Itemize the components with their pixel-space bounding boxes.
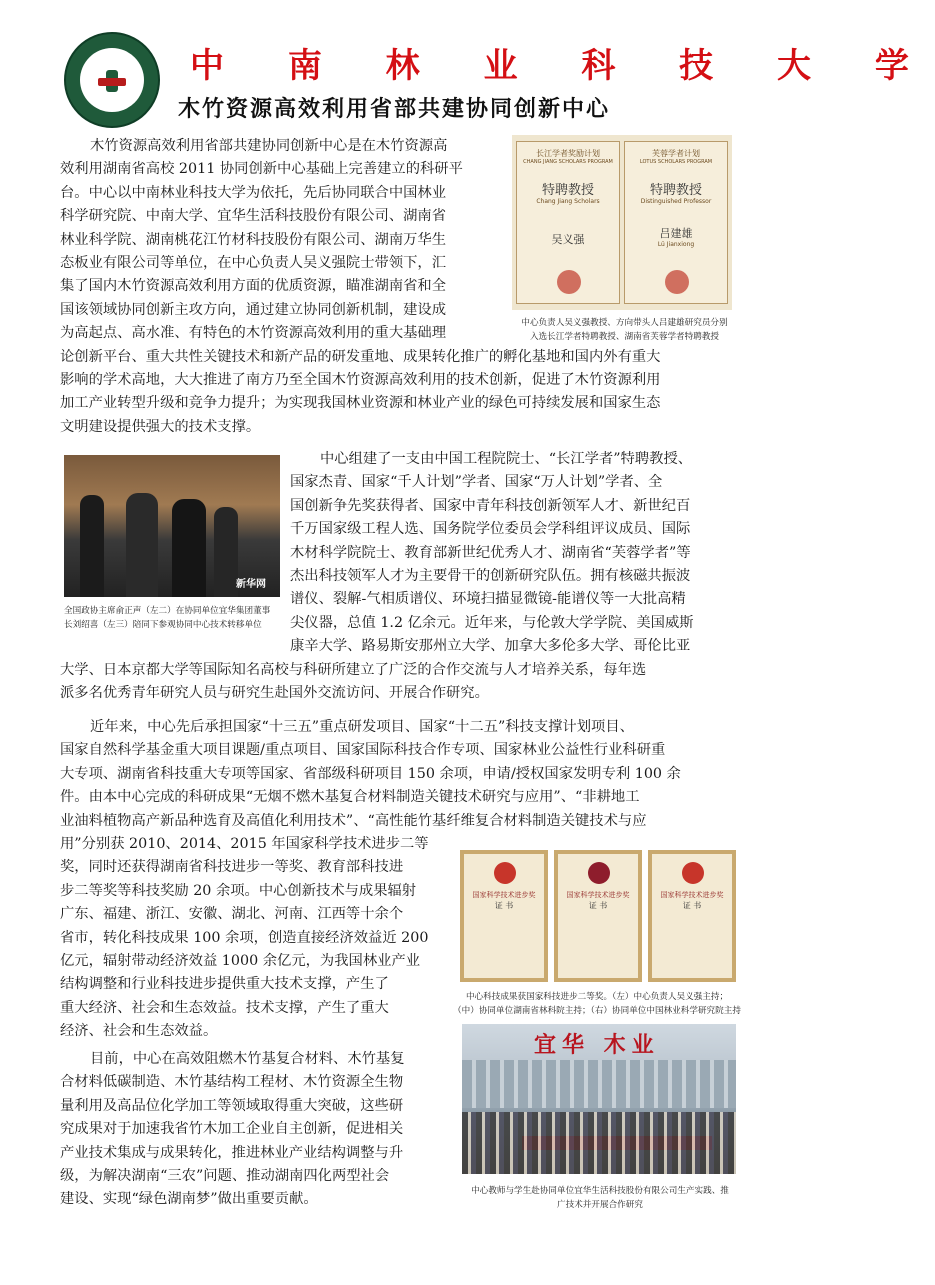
caption-line: 中心科技成果获国家科技进步二等奖。（左）中心负责人吴义强主持；: [465, 992, 729, 1002]
text-line: 杰出科技领军人才为主要骨干的创新研究队伍。拥有核磁共振波: [290, 568, 691, 585]
cert-name: 吕建雄: [659, 227, 693, 240]
text-line: 集了国内木竹资源高效利用方面的优质资源，瞄准湖南省和全: [60, 278, 447, 295]
text-line: 国家自然科学基金重大项目课题/重点项目、国家国际科技合作专项、国家林业公益性行业科研重: [60, 742, 666, 759]
cert-name-en: Lü Jianxiong: [657, 241, 695, 248]
text-line: 步二等奖等科技奖励 20 余项。中心创新技术与成果辐射: [60, 882, 417, 899]
figure-award-certificates: [458, 850, 738, 982]
text-line: 合材料低碳制造、木竹基结构工程材、木竹资源全生物: [60, 1074, 404, 1091]
award-certificate-middle: [554, 850, 642, 982]
figure4-caption: [462, 1184, 738, 1212]
photo-watermark: 新华网: [236, 579, 266, 590]
caption-line: 广技术并开展合作研究: [557, 1200, 643, 1210]
text-line: 国家杰青、国家“千人计划”学者、国家“万人计划”学者、全: [290, 474, 663, 491]
text-line: 产业技术集成与成果转化，推进林业产业结构调整与升: [60, 1144, 404, 1161]
award-title: 国家科学技术进步奖: [472, 891, 536, 899]
text-line: 业油料植物高产新品种选育及高值化利用技术”、“高性能竹基纤维复合材料制造关键技术与应: [60, 812, 647, 829]
text-line: 建设、实现“绿色湖南梦”做出重要贡献。: [60, 1191, 318, 1208]
text-line: 中心组建了一支由中国工程院院士、“长江学者”特聘教授、: [320, 451, 693, 467]
text-line: 国该领域协同创新主攻方向，通过建立协同创新机制，建设成: [60, 301, 447, 318]
text-line: 派多名优秀青年研究人员与研究生赴国外交流访问、开展合作研究。: [60, 685, 489, 702]
text-line: 目前，中心在高效阻燃木竹基复合材料、木竹基复: [90, 1051, 405, 1067]
center-name: 木竹资源高效利用省部共建协同创新中心: [178, 97, 611, 122]
text-line: 尖仪器，总值 1.2 亿余元。近年来，与伦敦大学学院、美国威斯: [290, 614, 694, 631]
text-line: 亿元，辐射带动经济效益 1000 余亿元，为我国林业产业: [60, 953, 421, 970]
text-line: 木竹资源高效利用省部共建协同创新中心是在木竹资源高: [90, 138, 448, 154]
figure3-caption: [452, 990, 742, 1018]
cert-title-en: Chang Jiang Scholars: [536, 198, 600, 205]
cert-program-en: CHANG JIANG SCHOLARS PROGRAM: [523, 159, 613, 165]
award-emblem: [588, 862, 610, 884]
text-line: 省市，转化科技成果 100 余项，创造直接经济效益近 200: [60, 929, 429, 946]
award-sub: 证 书: [494, 901, 514, 910]
paragraph-outlook: [60, 1048, 460, 1212]
cert-program: 芙蓉学者计划: [652, 149, 700, 158]
caption-line: 全国政协主席俞正声（左二）在协同单位宜华集团董事: [64, 606, 271, 616]
award-emblem: [682, 862, 704, 884]
cert-name: 吴义强: [551, 233, 585, 246]
text-line: 文明建设提供强大的技术支撑。: [60, 418, 261, 435]
text-line: 用”分别获 2010、2014、2015 年国家科学技术进步二等: [60, 836, 429, 853]
university-logo: [64, 32, 160, 128]
text-line: 近年来，中心先后承担国家“十三五”重点研发项目、国家“十二五”科技支撑计划项目、: [90, 719, 634, 735]
text-line: 究成果对于加速我省竹木加工企业自主创新，促进相关: [60, 1121, 404, 1138]
cert-title: 特聘教授: [541, 183, 594, 198]
text-line: 奖，同时还获得湖南省科技进步一等奖、教育部科技进: [60, 859, 404, 876]
cert-title-en: Distinguished Professor: [640, 198, 712, 205]
text-line: 加工产业转型升级和竞争力提升；为实现我国林业资源和林业产业的绿色可持续发展和国家生态: [60, 395, 661, 412]
award-emblem: [494, 862, 516, 884]
text-line: 林业科学院、湖南桃花江竹材科技股份有限公司、湖南万华生: [60, 231, 447, 248]
caption-line: 入选长江学者特聘教授、湖南省芙蓉学者特聘教授: [529, 332, 720, 342]
caption-line: 长刘绍喜（左三）陪同下参观协同中心技术转移单位: [64, 620, 262, 630]
text-line: 重大经济、社会和生态效益。技术支撑，产生了重大: [60, 999, 389, 1016]
text-line: 件。由本中心完成的科研成果“无烟不燃木基复合材料制造关键技术研究与应用”、“非耕地工: [60, 789, 640, 806]
award-certificate-right: [648, 850, 736, 982]
text-line: 大专项、湖南省科技重大专项等国家、省部级科研项目 150 余项，申请/授权国家发明专利 100 余: [60, 765, 681, 782]
school-name: 中 南 林 业 科 技 大 学: [190, 46, 935, 86]
text-line: 量利用及高品位化学加工等领域取得重大突破，这些研: [60, 1097, 404, 1114]
award-sub: 证 书: [682, 901, 702, 910]
text-line: 广东、福建、浙江、安徽、湖北、河南、江西等十余个: [60, 906, 404, 923]
cert-title: 特聘教授: [649, 183, 702, 198]
text-line: 为高起点、高水准、有特色的木竹资源高效利用的重大基础理: [60, 325, 447, 342]
text-line: 影响的学术高地，大大推进了南方乃至全国木竹资源高效利用的技术创新，促进了木竹资源利用: [60, 372, 661, 389]
text-line: 态板业有限公司等单位，在中心负责人吴义强院士带领下，汇: [60, 255, 447, 272]
paragraph-intro: [60, 135, 740, 439]
text-line: 谱仪、裂解-气相质谱仪、环境扫描显微镜-能谱仪等一大批高精: [290, 591, 686, 608]
cert-program-en: LOTUS SCHOLARS PROGRAM: [639, 159, 713, 165]
building-sign: 宜华 木业: [534, 1033, 660, 1058]
text-line: 级，为解决湖南“三农”问题、推动湖南四化两型社会: [60, 1168, 390, 1185]
building-facade: [462, 1060, 736, 1108]
text-line: 论创新平台、重大共性关键技术和新产品的研发重地、成果转化推广的孵化基地和国内外有重大: [60, 348, 661, 365]
text-line: 康辛大学、路易斯安那州立大学、加拿大多伦多大学、哥伦比亚: [290, 638, 691, 655]
caption-line: （中）协同单位湖南省林科院主持；（右）协同单位中国林业科学研究院主持: [453, 1006, 741, 1016]
award-title: 国家科学技术进步奖: [660, 891, 724, 899]
text-line: 千万国家级工程人选、国务院学位委员会学科组评议成员、国际: [290, 521, 691, 538]
logo-mark-bar: [98, 78, 126, 86]
award-certificate-left: [460, 850, 548, 982]
text-line: 大学、日本京都大学等国际知名高校与科研所建立了广泛的合作交流与人才培养关系，每年选: [60, 661, 647, 678]
text-line: 效利用湖南省高校 2011 协同创新中心基础上完善建立的科研平: [60, 161, 463, 178]
logo-emblem: [80, 48, 144, 112]
text-line: 结构调整和行业科技进步提供重大技术支撑，产生了: [60, 976, 389, 993]
paragraph-team: [60, 448, 740, 705]
text-line: 台。中心以中南林业科技大学为依托，先后协同联合中国林业: [60, 184, 447, 201]
award-sub: 证 书: [588, 901, 608, 910]
figure-group-photo: [462, 1024, 736, 1174]
award-title: 国家科学技术进步奖: [566, 891, 630, 899]
caption-line: 中心负责人吴义强教授、方向带头人吕建雄研究员分别: [521, 318, 728, 328]
caption-line: 中心教师与学生赴协同单位宜华生活科技股份有限公司生产实践、推: [471, 1186, 729, 1196]
text-line: 国创新争先奖获得者、国家中青年科技创新领军人才、新世纪百: [290, 497, 691, 514]
crowd: [462, 1112, 736, 1174]
text-line: 经济、社会和生态效益。: [60, 1023, 218, 1040]
text-line: 木材科学院院士、教育部新世纪优秀人才、湖南省“芙蓉学者”等: [290, 544, 691, 561]
cert-program: 长江学者奖励计划: [536, 149, 600, 158]
text-line: 科学研究院、中南大学、宜华生活科技股份有限公司、湖南省: [60, 208, 447, 225]
